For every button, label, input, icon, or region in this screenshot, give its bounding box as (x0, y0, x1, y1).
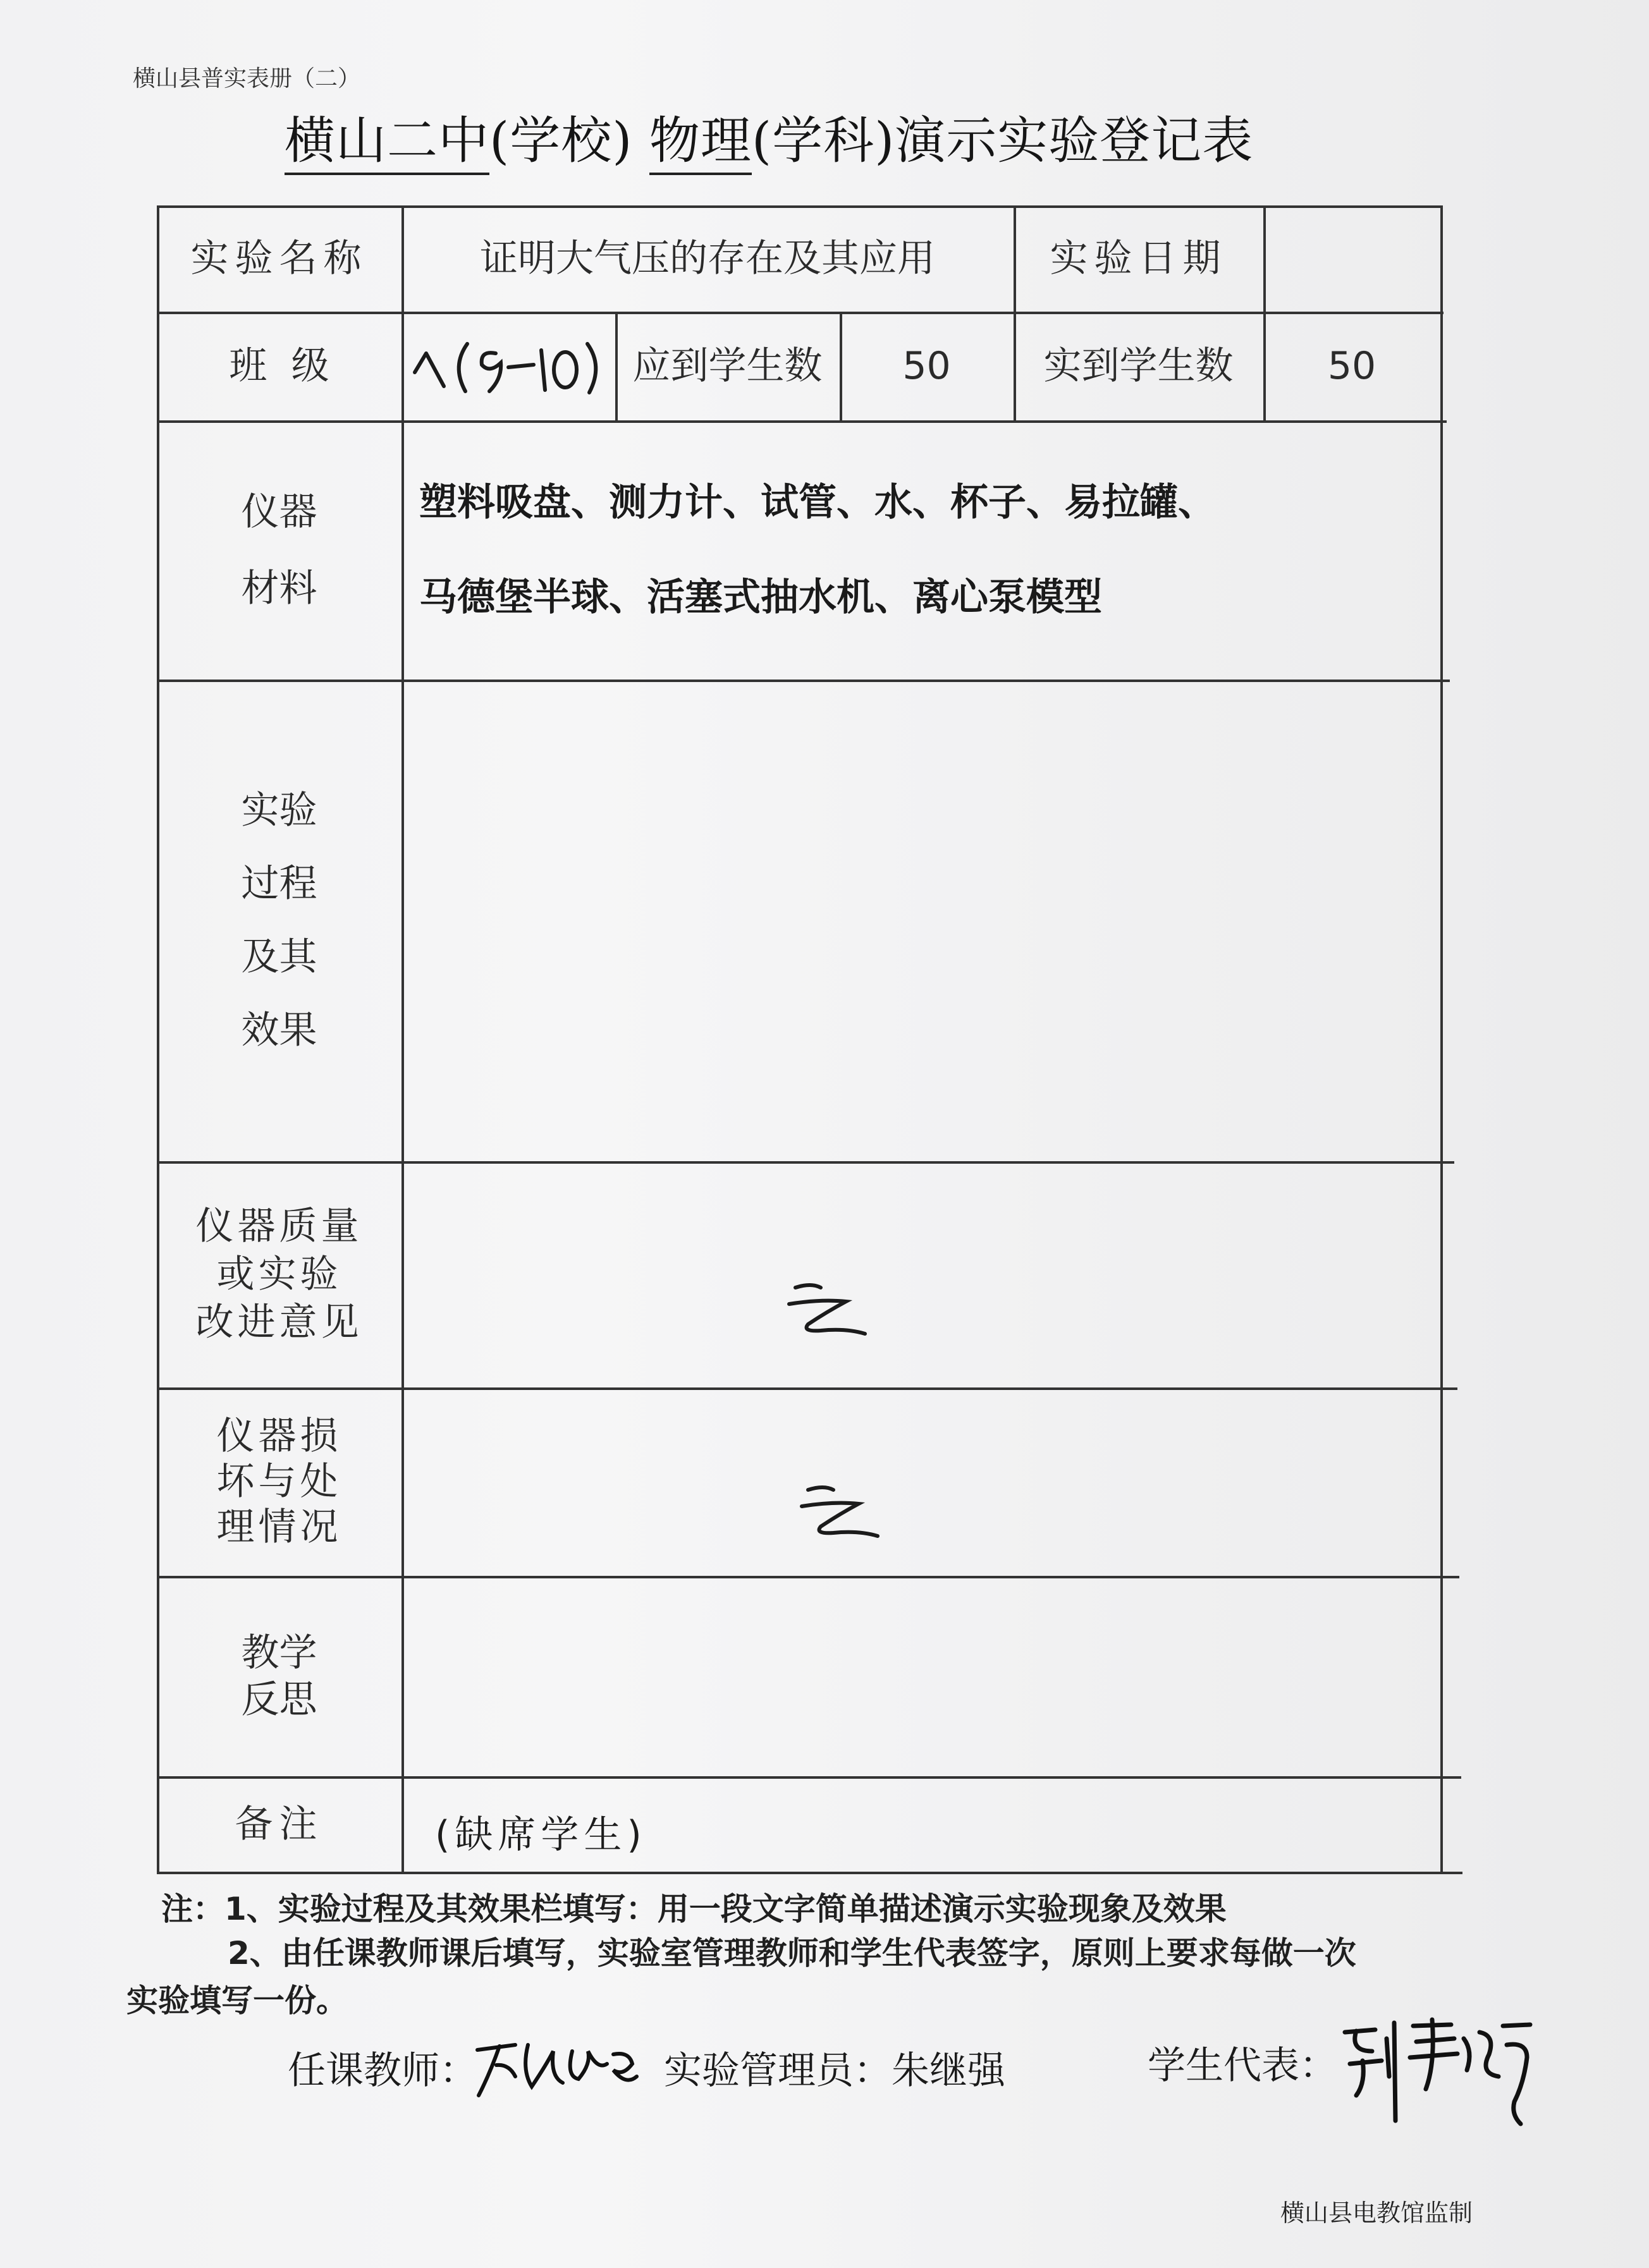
table-rule (1440, 205, 1443, 1874)
page-title (285, 100, 1253, 173)
actual-students-value: 50 (1327, 344, 1376, 388)
damage-label (157, 1387, 402, 1576)
teacher-signature-drawing (471, 2026, 642, 2102)
student-rep-signature (1337, 2013, 1540, 2136)
series-label: 横山县普实表册（二） (133, 66, 361, 92)
teacher-signature (471, 2026, 642, 2104)
damage-label-line: 理情况 (216, 1505, 342, 1549)
process-label-line: 实验 (241, 788, 317, 832)
reflection-label-line: 反思 (241, 1677, 317, 1722)
teacher-signature-label: 任课教师： (288, 2049, 477, 2093)
lab-manager-label: 实验管理员：朱继强 (664, 2049, 1005, 2093)
experiment-name-label: 实验名称 (190, 236, 368, 281)
class-handwriting-drawing (407, 328, 610, 404)
reflection-label-line: 教学 (241, 1630, 317, 1675)
experiment-name-value: 证明大气压的存在及其应用 (480, 236, 935, 281)
process-label-line: 及其 (241, 935, 317, 979)
actual-students-label: 实到学生数 (1043, 344, 1234, 388)
title-school: 横山二中 (285, 111, 489, 175)
note-line-1: 注：1、实验过程及其效果栏填写：用一段文字简单描述演示实验现象及效果 (161, 1891, 1227, 1927)
quality-label-line: 改进意见 (195, 1300, 363, 1344)
expected-students-label: 应到学生数 (632, 344, 823, 388)
damage-handwriting-drawing (789, 1476, 890, 1546)
class-label: 班 级 (229, 344, 329, 388)
quality-label (157, 1161, 402, 1387)
equipment-line-2: 马德堡半球、活塞式抽水机、离心泵模型 (419, 575, 1102, 619)
damage-label-line: 坏与处 (216, 1460, 342, 1504)
class-value-handwritten (402, 312, 615, 420)
title-subject: 物理 (649, 111, 752, 175)
quality-handwriting-drawing (776, 1274, 878, 1343)
equipment-label (157, 420, 402, 680)
note-line-3: 实验填写一份。 (126, 1982, 348, 2019)
reflection-value (402, 1576, 1440, 1776)
table-rule (157, 1872, 1462, 1874)
quality-label-line: 仪器质量 (195, 1204, 363, 1248)
experiment-date-value (1263, 205, 1440, 312)
student-rep-label: 学生代表： (1148, 2044, 1337, 2088)
process-value (402, 680, 1440, 1161)
experiment-record-table (157, 205, 1462, 1874)
process-label (157, 680, 402, 1161)
title-subject-suffix: (学科)演示实验登记表 (751, 111, 1254, 170)
equipment-label-line: 仪器 (241, 489, 317, 534)
damage-value-handwritten (789, 1476, 890, 1548)
equipment-label-line: 材料 (241, 566, 317, 611)
remarks-label: 备注 (235, 1802, 324, 1846)
note-line-2: 2、由任课教师课后填写，实验室管理教师和学生代表签字，原则上要求每做一次 (228, 1935, 1356, 1972)
quality-value-handwritten (776, 1274, 878, 1346)
title-school-suffix: (学校) (489, 111, 633, 170)
remarks-value: (缺席学生) (435, 1813, 647, 1857)
footer-publisher: 横山县电教馆监制 (1280, 2199, 1473, 2227)
process-label-line: 效果 (241, 1008, 317, 1052)
process-label-line: 过程 (241, 862, 317, 906)
quality-label-line: 或实验 (216, 1252, 342, 1296)
reflection-label (157, 1576, 402, 1776)
equipment-line-1: 塑料吸盘、测力计、试管、水、杯子、易拉罐、 (419, 480, 1216, 525)
expected-students-value: 50 (902, 344, 951, 388)
experiment-date-label: 实验日期 (1050, 236, 1227, 281)
student-signature-drawing (1337, 2013, 1540, 2133)
damage-label-line: 仪器损 (216, 1414, 342, 1458)
